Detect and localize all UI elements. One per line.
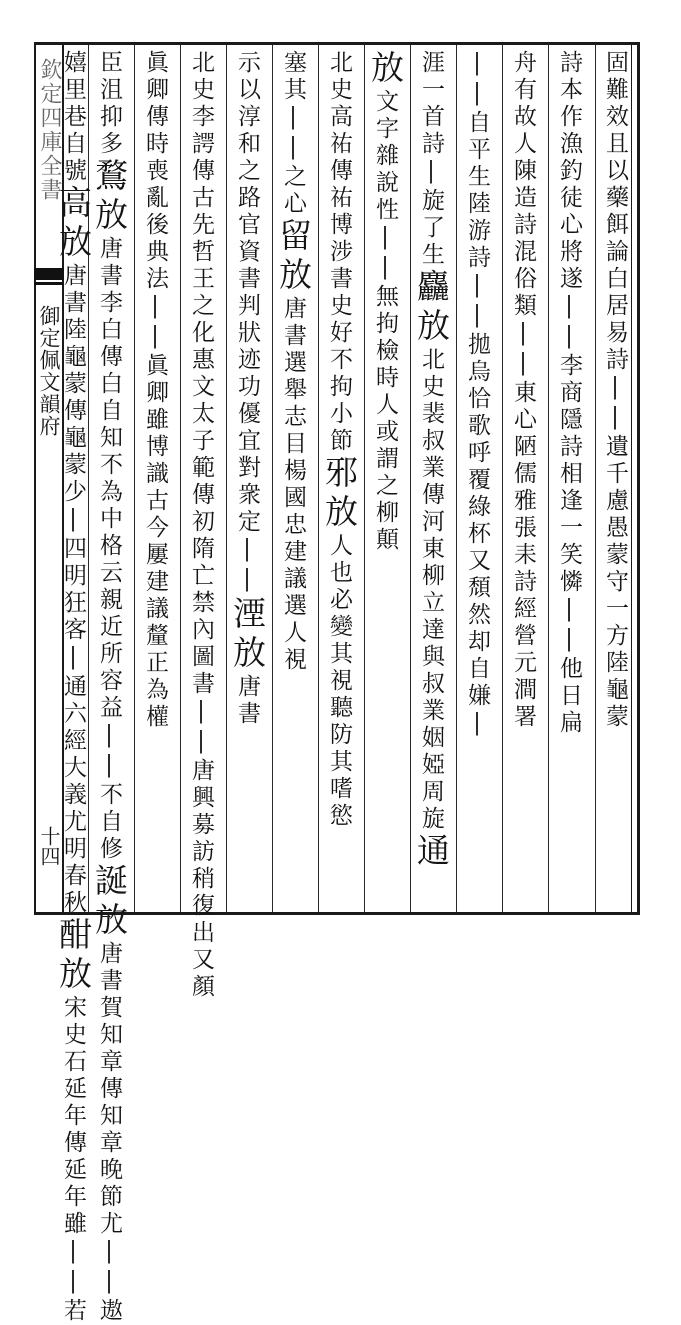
column-rule <box>456 45 457 912</box>
text-run: 宋史石延年傳 <box>60 995 86 1157</box>
text-run: 臣沮抑多 <box>96 50 122 158</box>
text-column-13 <box>54 50 93 1325</box>
headword: 誕放 <box>90 863 129 941</box>
text-run: 唐書 <box>234 674 260 728</box>
text-run: 目楊國忠建議選人視 <box>280 431 306 674</box>
text-run: 四明狂客 <box>60 536 86 644</box>
headword: 鶩放 <box>90 158 129 236</box>
text-run: 唐書陸龜蒙傳龜蒙少| <box>60 263 86 536</box>
text-run: ||自平生陸游詩||拋烏恰歌呼覆綠杯又頹然却自嫌| <box>464 50 490 740</box>
text-run: 塞其||之心 <box>280 50 306 218</box>
text-run: 親近所容益||不自修 <box>96 587 122 863</box>
text-run: 延年雖||若 <box>60 1157 86 1325</box>
frame-right-border <box>637 42 640 915</box>
column-rule <box>180 45 181 912</box>
text-run: 北史高祐傳祐博涉書史好 <box>326 50 352 347</box>
text-run: 詩本作漁釣徒心將遂||李商隱詩相逢一笑憐||他日扁 <box>556 50 582 737</box>
text-run: 唐書賀知章傳知 <box>96 941 122 1130</box>
text-column-4 <box>460 50 494 910</box>
text-run: 北史李諤傳古先哲王之化 <box>188 50 214 347</box>
text-run: |旋了生 <box>418 158 444 269</box>
text-run: 眞卿傳時喪亂後典法||眞卿雖博識古今屢建議釐正為權 <box>142 50 168 731</box>
headword: 邪放 <box>320 455 359 533</box>
text-run: 人也必變其視聽防其嗜慾 <box>326 533 352 830</box>
headword: 麤放 <box>412 269 451 347</box>
gutter-book-title: 御定佩文韻府 <box>37 305 61 437</box>
text-column-12 <box>90 50 129 1325</box>
text-run: 唐書選舉志 <box>280 296 306 431</box>
text-column-8 <box>274 50 313 910</box>
column-rule <box>595 45 596 912</box>
text-run: 中格云 <box>96 506 122 587</box>
text-column-6 <box>366 50 405 910</box>
text-column-7 <box>320 50 359 910</box>
text-run: 文字雜說性||無拘檢時人或謂之柳顛 <box>372 89 398 554</box>
text-run: 北史裴叔業傳河東柳立達與叔業姻婭周旋 <box>418 347 444 833</box>
headword: 高放 <box>54 185 93 263</box>
column-rule <box>364 45 365 912</box>
text-run: 不拘小節 <box>326 347 352 455</box>
column-rule <box>410 45 411 912</box>
text-run: 嬉里巷自號 <box>60 50 86 185</box>
headword: 留放 <box>274 218 313 296</box>
text-run: 唐書李白傳白自知不為 <box>96 236 122 506</box>
text-run: 章晚節尤||遨 <box>96 1130 122 1325</box>
text-run: 示以淳和之路 <box>234 50 260 212</box>
column-rule <box>226 45 227 912</box>
page-number: 十四 <box>37 826 61 866</box>
text-column-5 <box>412 50 451 910</box>
gutter-series-title: 欽定四庫全書 <box>37 58 62 202</box>
text-run: 惠文太子範傳初隋亡禁內圖書||唐興募訪稍復出又顏 <box>188 347 214 1001</box>
text-column-11 <box>138 50 172 910</box>
text-run: 涯一首詩 <box>418 50 444 158</box>
headword: 湮放 <box>228 596 267 674</box>
text-run: 舟有故人陳造詩混俗類||東心陋儒雅張耒詩經營元澗署 <box>510 50 536 731</box>
text-column-10 <box>184 50 218 1001</box>
text-column-2 <box>552 50 586 910</box>
text-run: 固難效且以藥餌論白居易詩||遺千慮愚蒙守一方陸龜蒙 <box>602 50 628 731</box>
column-rule <box>318 45 319 912</box>
column-rule <box>272 45 273 912</box>
column-rule <box>134 45 135 912</box>
headword: 放 <box>366 50 405 89</box>
text-column-1 <box>598 50 632 910</box>
headword: 通 <box>412 833 451 872</box>
text-column-9 <box>228 50 267 910</box>
text-column-3 <box>506 50 540 910</box>
headword: 酣放 <box>54 917 93 995</box>
frame-top-border <box>36 42 640 45</box>
text-run: |通六經大義尤明春秋 <box>60 644 86 917</box>
column-rule <box>548 45 549 912</box>
text-run: 官資書判狀迹功優宜對衆定|| <box>234 212 260 596</box>
column-rule <box>502 45 503 912</box>
